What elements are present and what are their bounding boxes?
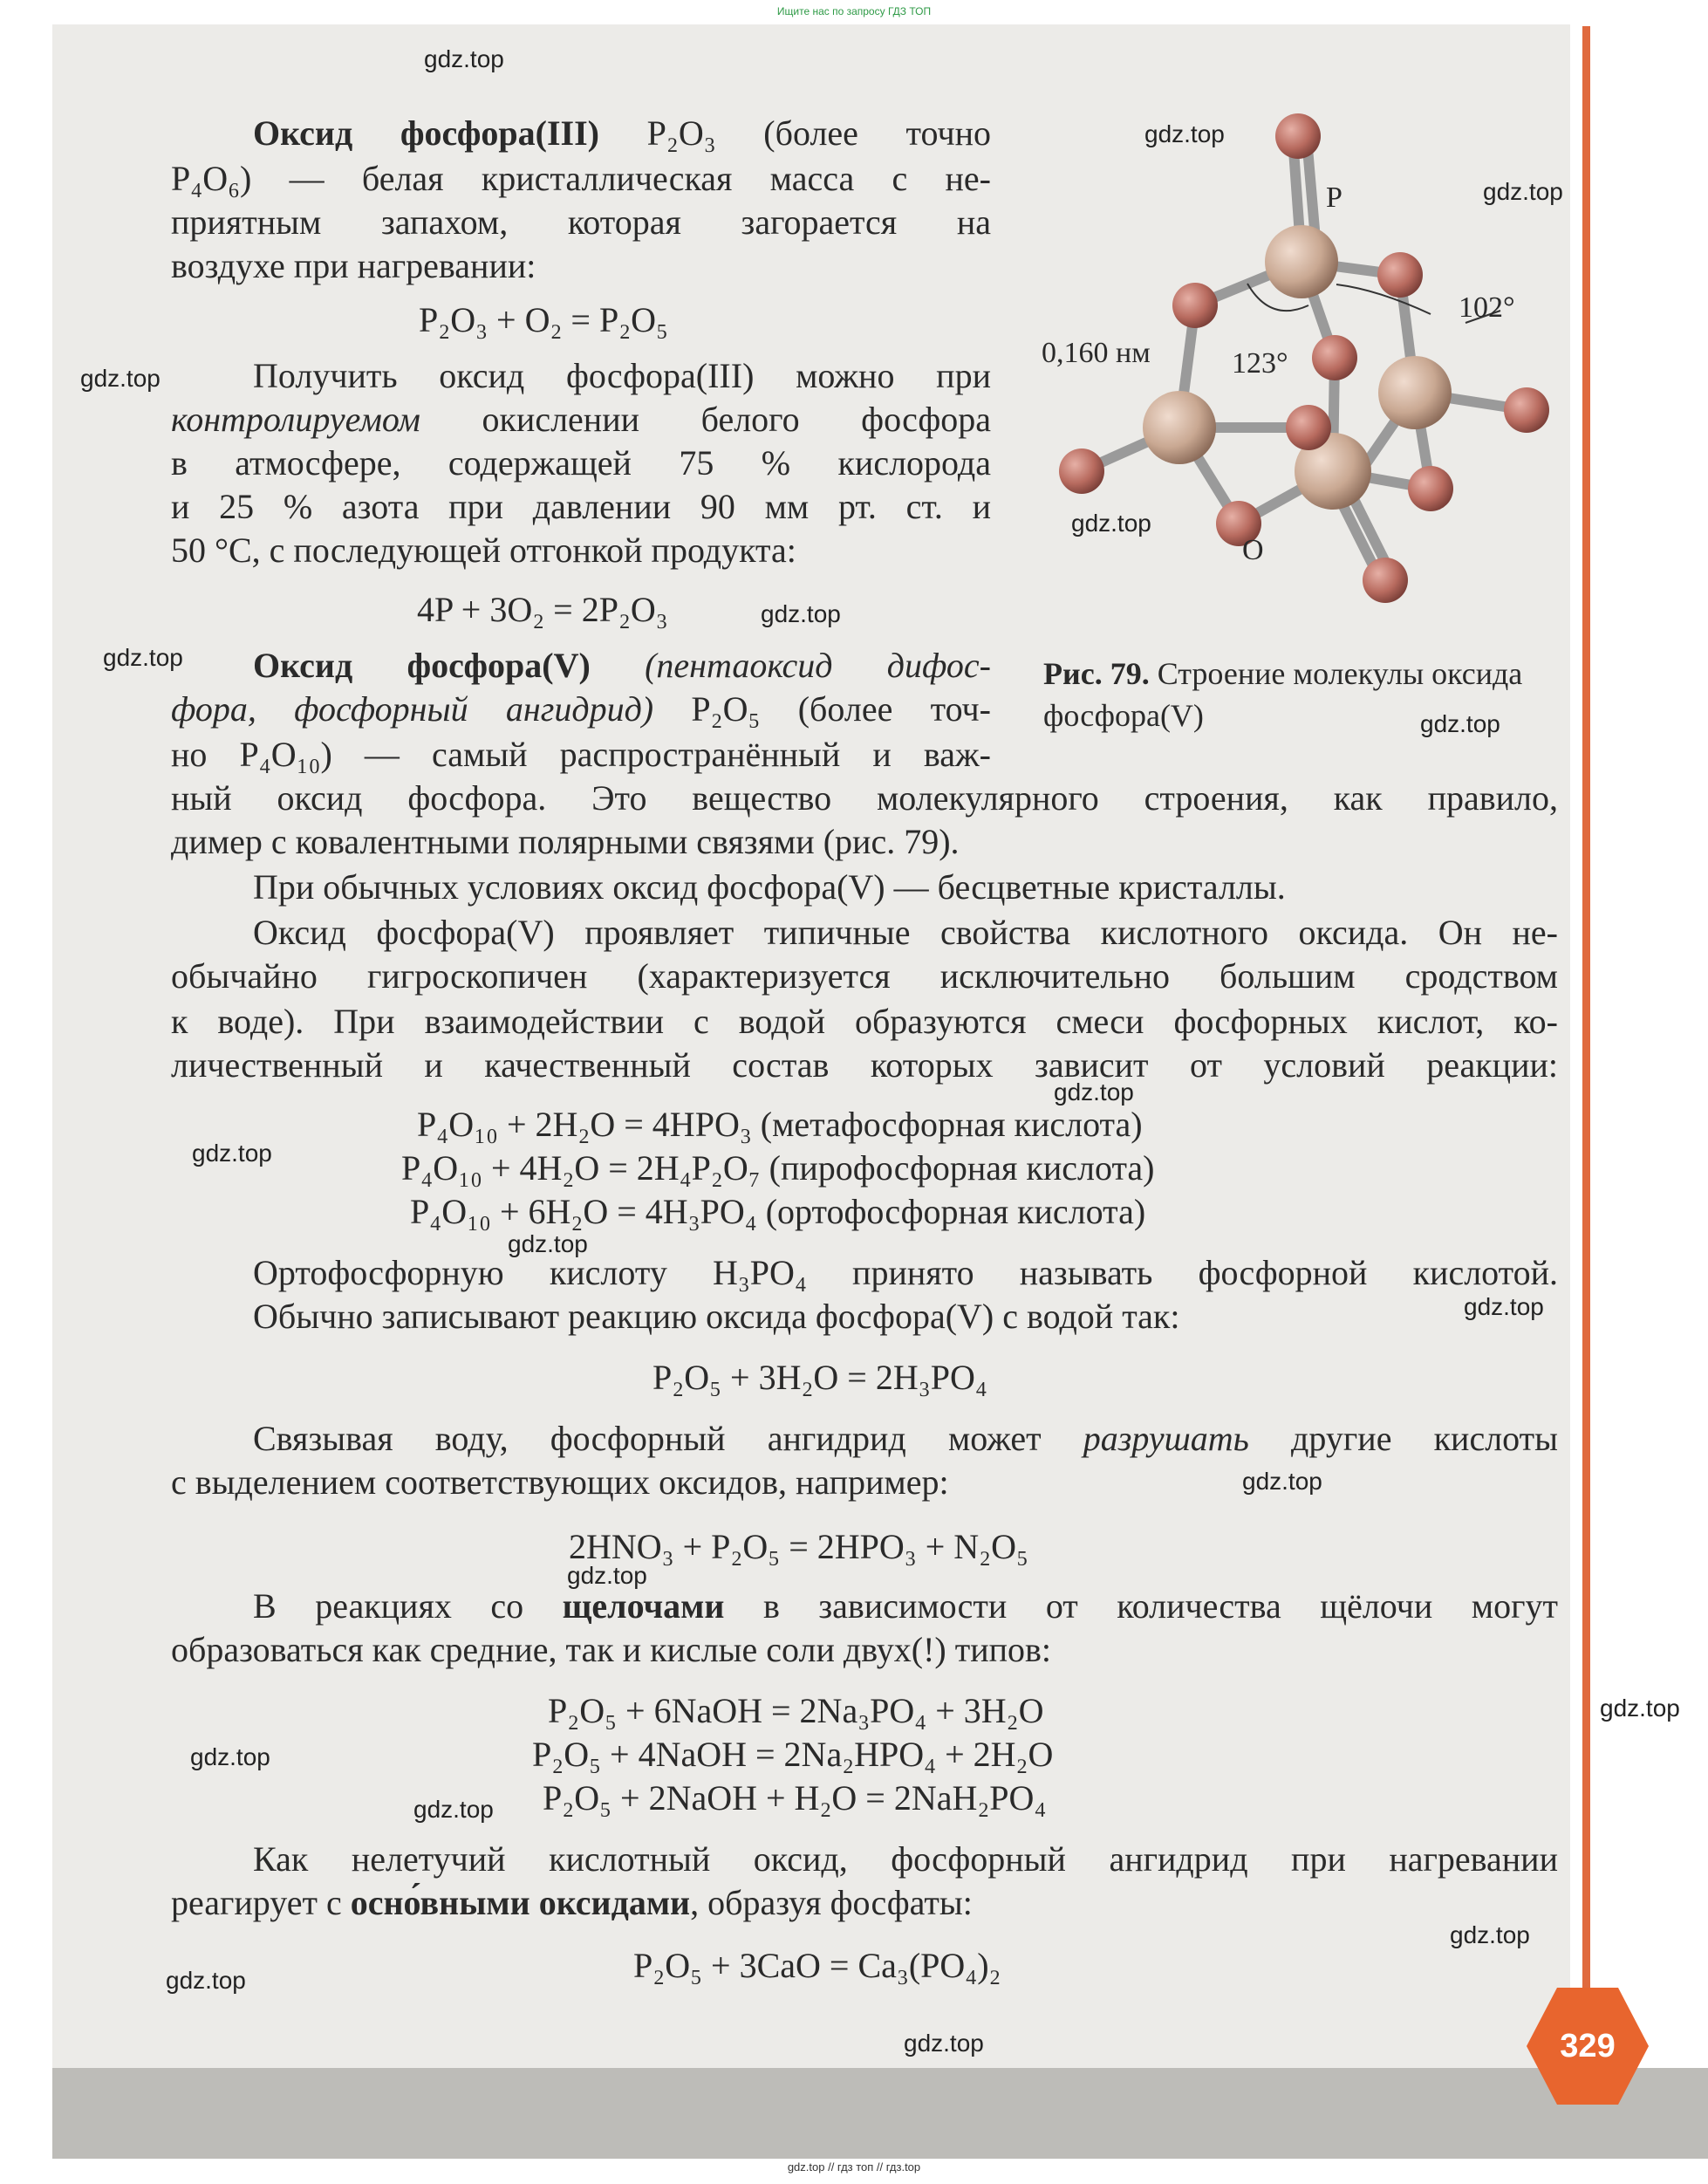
para2-line5: 50 °С, с последующей отгонкой продукта: [171, 531, 796, 570]
para9-line2-start: реагирует с [171, 1883, 351, 1922]
top-note: Ищите нас по запросу ГДЗ ТОП [776, 5, 932, 17]
watermark: gdz.top [1600, 1694, 1680, 1722]
para1-line2: P₄O₆) — белая кристаллическая масса с не- [171, 159, 991, 198]
page-number-badge [1522, 1981, 1653, 2112]
watermark: gdz.top [567, 1562, 647, 1589]
para7-italic: разрушать [1083, 1419, 1249, 1458]
equation-2: 4P + 3O₂ = 2P₂O₃ [417, 590, 668, 629]
para2-line1: Получить оксид фосфора(III) можно при [253, 356, 991, 395]
para8-line1-end: в зависимости от количества щёлочи могут [724, 1586, 1558, 1626]
watermark: gdz.top [1483, 178, 1563, 205]
para2-line4: и 25 % азота при давлении 90 мм рт. ст. и [171, 487, 991, 526]
bottom-band [52, 2068, 1708, 2159]
equation-6: P₂O₅ + 3H₂O = 2H₃PO₄ [652, 1358, 987, 1397]
watermark: gdz.top [190, 1743, 270, 1770]
watermark: gdz.top [508, 1230, 588, 1257]
para3-line4: ный оксид фосфора. Это вещество молекулярного строения, как правило, [171, 778, 1558, 818]
watermark: gdz.top [1054, 1078, 1134, 1106]
watermark: gdz.top [80, 365, 161, 392]
para9-line2 [171, 1881, 973, 1925]
para8-line1 [253, 1585, 1558, 1628]
equation-1: P₂O₃ + O₂ = P₂O₅ [419, 300, 668, 339]
label-angle-102: 102° [1459, 291, 1515, 324]
watermark: gdz.top [1450, 1921, 1530, 1948]
page-number: 329 [1560, 2028, 1616, 2064]
para3-line5: димер с ковалентными полярными связями (рис. 79). [171, 822, 960, 861]
para8-bold: щелочами [562, 1586, 725, 1626]
para6-line1: Ортофосфорную кислоту H₃PO₄ принято называть фосфорной кислотой. [253, 1253, 1558, 1292]
watermark: gdz.top [424, 45, 504, 72]
equation-11: P₂O₅ + 3CaO = Ca₃(PO₄)₂ [633, 1946, 1001, 1985]
watermark: gdz.top [1071, 510, 1151, 537]
equation-3: P₄O₁₀ + 2H₂O = 4HPO₃ (метафосфорная кислота) [417, 1105, 1143, 1144]
para3-line3: но P₄O₁₀) — самый распространённый и важ- [171, 735, 991, 774]
para3-line1 [253, 644, 991, 688]
para1-line3: приятным запахом, которая загорается на [171, 202, 991, 242]
para8-line2: образоваться как средние, так и кислые соли двух(!) типов: [171, 1630, 1052, 1669]
para1-line1-text: P₂O₃ (более точно [599, 113, 991, 153]
equation-4: P₄O₁₀ + 4H₂O = 2H₄P₂O₇ (пирофосфорная кислота) [401, 1148, 1155, 1188]
equation-9: P₂O₅ + 4NaOH = 2Na₂HPO₄ + 2H₂O [532, 1735, 1054, 1774]
para3-line2 [171, 688, 991, 731]
watermark: gdz.top [1144, 120, 1225, 147]
para9-line1: Как нелетучий кислотный оксид, фосфорный ангидрид при нагревании [253, 1839, 1558, 1879]
para2-line2 [171, 398, 991, 442]
para7-line1-end: другие кислоты [1248, 1419, 1558, 1458]
para1-line1 [253, 112, 991, 155]
watermark: gdz.top [192, 1140, 272, 1167]
watermark: gdz.top [1464, 1293, 1544, 1320]
watermark: gdz.top [904, 2030, 984, 2057]
para3-bold: Оксид фосфора(V) [253, 646, 591, 685]
margin-rule [1582, 26, 1590, 1998]
label-o: O [1242, 534, 1264, 566]
para5-line4: личественный и качественный состав которых зависит от условий реакции: [171, 1045, 1558, 1085]
para4: При обычных условиях оксид фосфора(V) — бесцветные кристаллы. [253, 867, 1286, 907]
para8-line1-start: В реакциях со [253, 1586, 563, 1626]
caption-bold: Рис. 79. [1043, 656, 1150, 691]
label-p: P [1326, 181, 1342, 214]
para7-line1-start: Связывая воду, фосфорный ангидрид может [253, 1419, 1083, 1458]
para1-line4: воздухе при нагревании: [171, 246, 536, 285]
para2-italic: контролируемом [171, 400, 420, 439]
para5-line2: обычайно гигроскопичен (характеризуется исключительно большим сродством [171, 956, 1558, 996]
caption-text: Строение молекулы оксида фосфора(V) [1043, 656, 1523, 733]
watermark: gdz.top [413, 1796, 494, 1823]
watermark: gdz.top [1420, 710, 1500, 737]
label-angle-123: 123° [1232, 347, 1288, 380]
label-bond-length: 0,160 нм [1042, 337, 1151, 369]
watermark: gdz.top [166, 1967, 246, 1994]
para1-bold: Оксид фосфора(III) [253, 113, 599, 153]
para2-line3: в атмосфере, содержащей 75 % кислорода [171, 443, 991, 483]
para5-line3: к воде). При взаимодействии с водой образуются смеси фосфорных кислот, ко- [171, 1002, 1558, 1041]
equation-8: P₂O₅ + 6NaOH = 2Na₃PO₄ + 3H₂O [548, 1691, 1044, 1730]
para7-line2: с выделением соответствующих оксидов, например: [171, 1462, 949, 1502]
equation-7: 2HNO₃ + P₂O₅ = 2HPO₃ + N₂O₅ [569, 1527, 1028, 1566]
para3-italic1: (пентаоксид дифос- [590, 646, 991, 685]
para2-line2-text: окислении белого фосфора [420, 400, 991, 439]
para9-line2-end: , образуя фосфаты: [690, 1883, 973, 1922]
watermark: gdz.top [1242, 1468, 1322, 1495]
watermark: gdz.top [103, 644, 183, 671]
para3-italic2: фора, фосфорный ангидрид) [171, 689, 654, 729]
bottom-note: gdz.top // гдз топ // гдз.top [787, 2160, 921, 2174]
watermark: gdz.top [761, 600, 841, 627]
equation-10: P₂O₅ + 2NaOH + H₂O = 2NaH₂PO₄ [543, 1778, 1047, 1818]
para7-line1 [253, 1417, 1558, 1461]
equation-5: P₄O₁₀ + 6H₂O = 4H₃PO₄ (ортофосфорная кислота) [410, 1192, 1146, 1231]
para6-line2: Обычно записывают реакцию оксида фосфора(V) с водой так: [253, 1297, 1180, 1336]
para9-bold: осно́вными оксидами [350, 1883, 691, 1922]
para5-line1: Оксид фосфора(V) проявляет типичные свойства кислотного оксида. Он не- [253, 913, 1558, 952]
para3-line2-text: P₂O₅ (более точ- [653, 689, 991, 729]
